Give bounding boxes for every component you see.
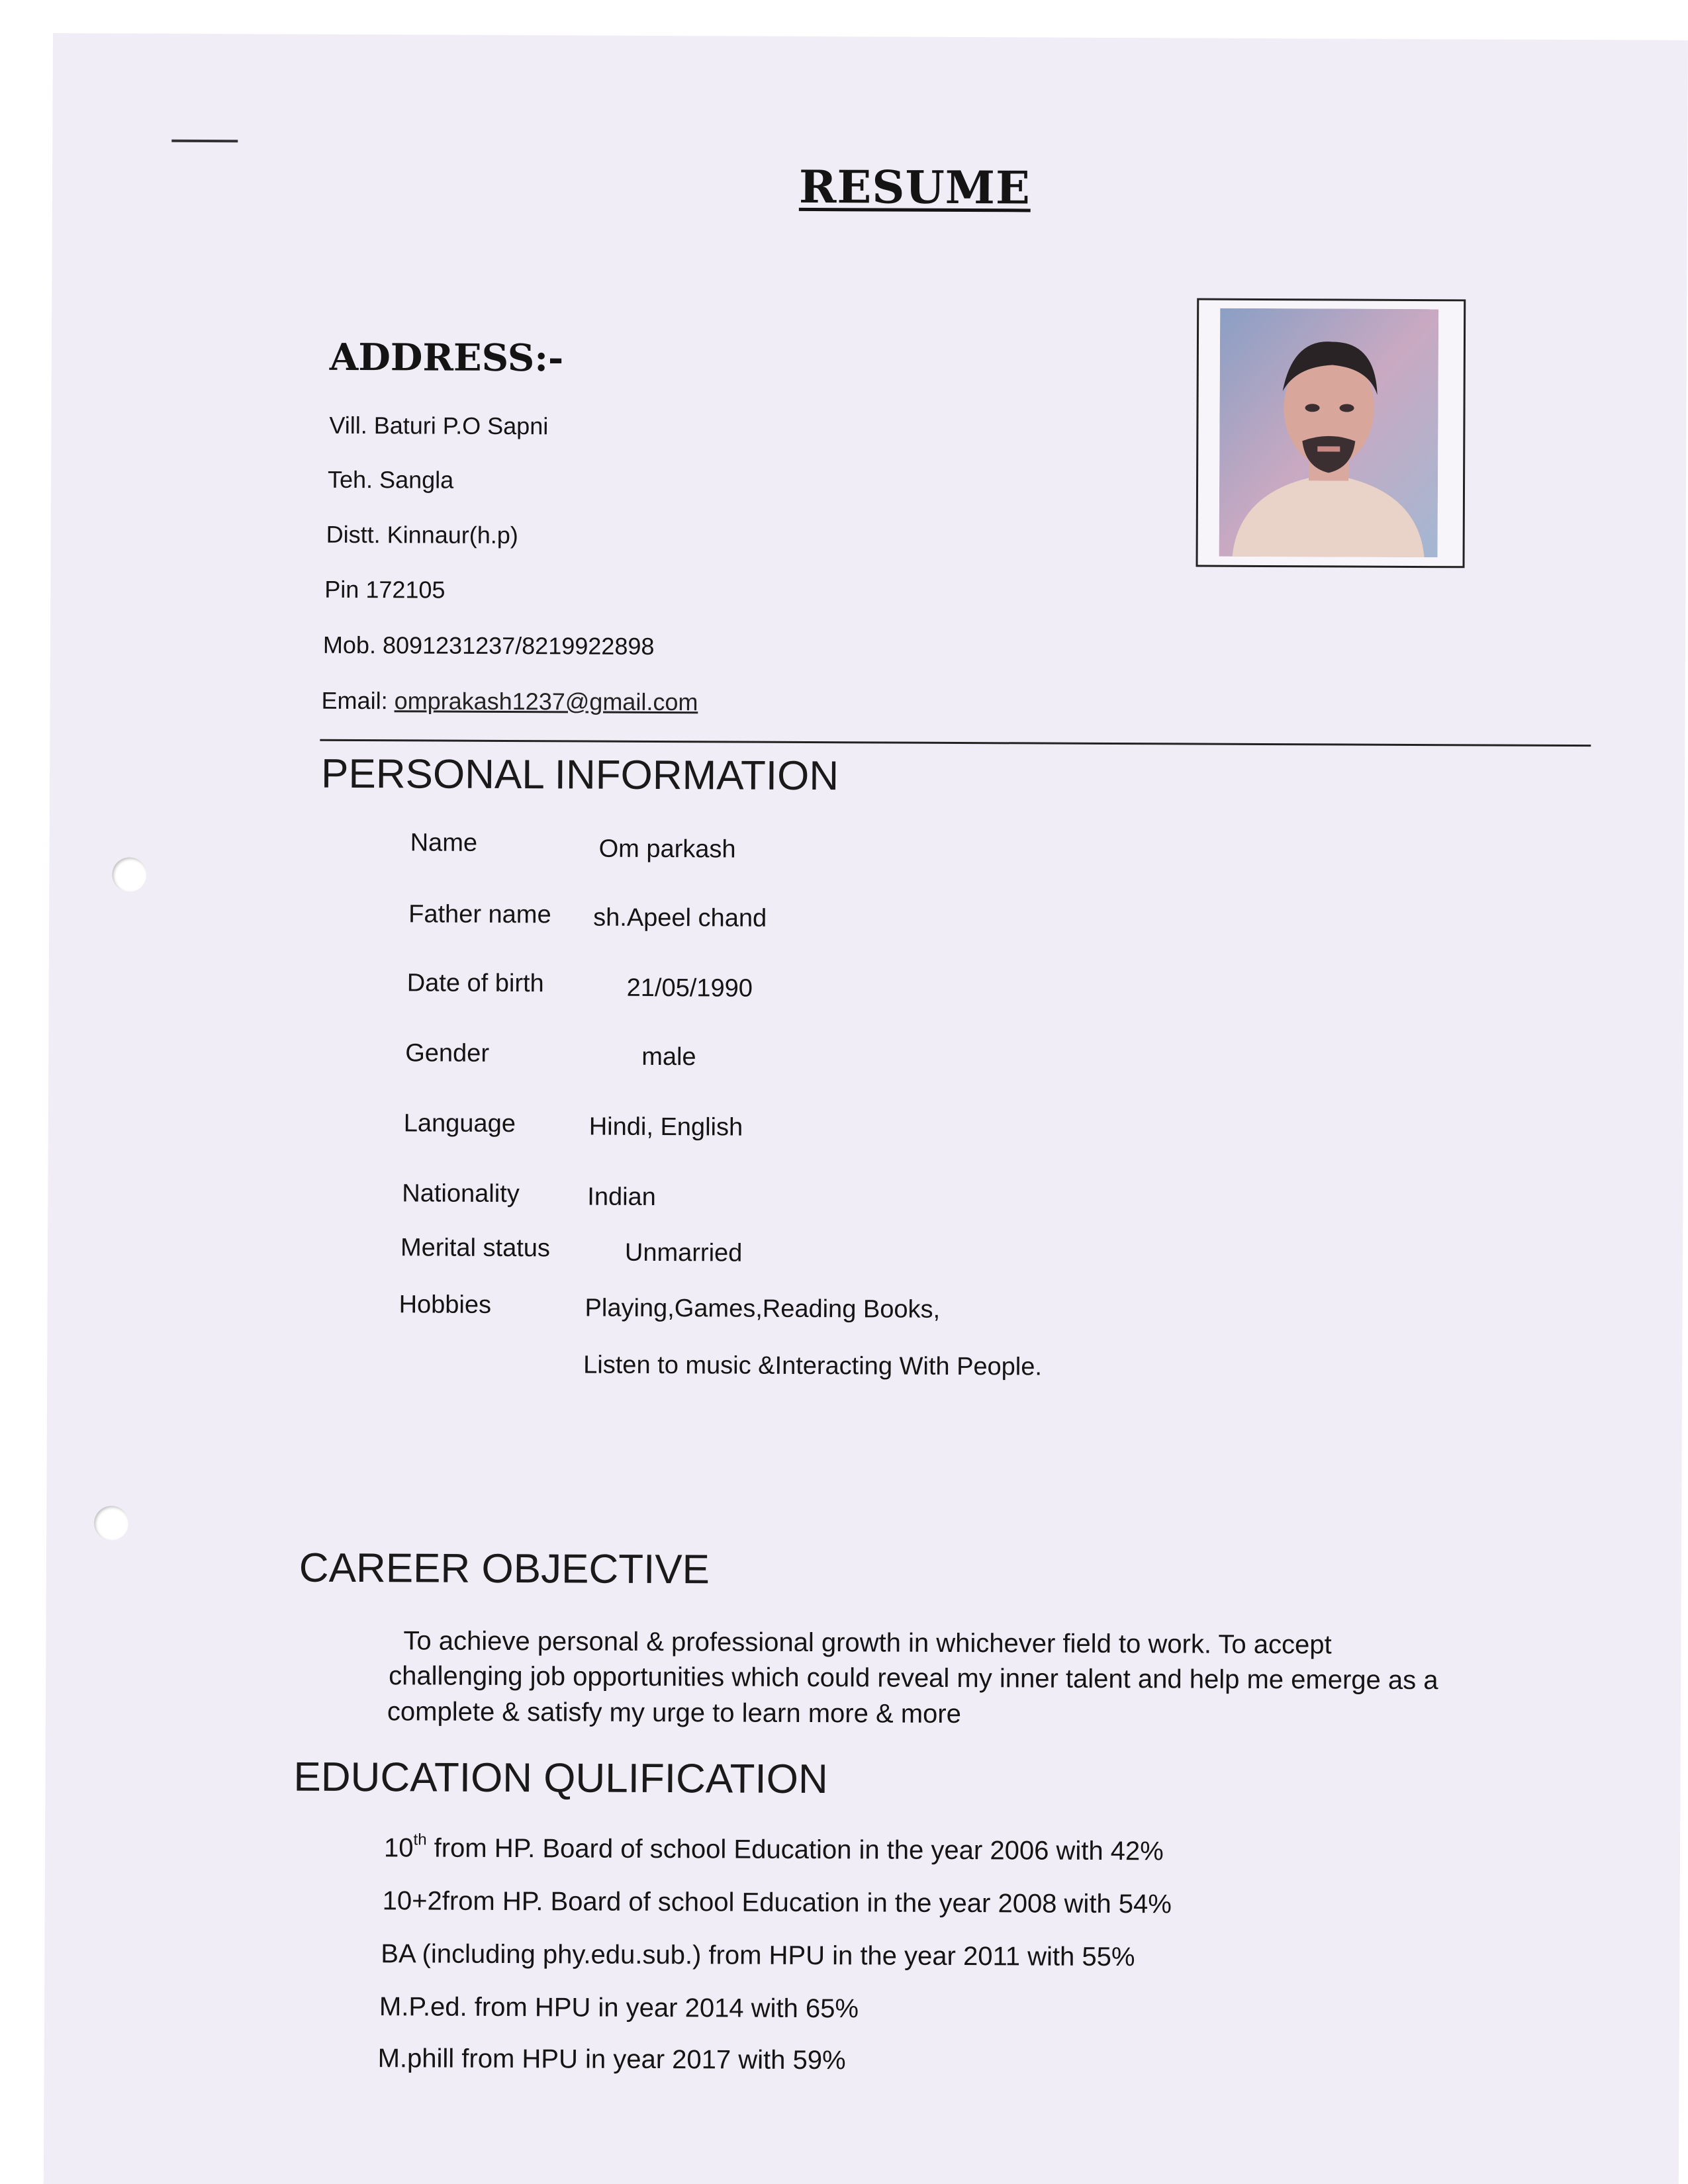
pi-value-hobbies-cont: Listen to music &Interacting With People. [583, 1351, 1043, 1381]
personal-info-heading: PERSONAL INFORMATION [320, 751, 839, 799]
pi-value-hobbies: Playing,Games,Reading Books, [585, 1294, 941, 1324]
pi-value-nationality: Indian [587, 1183, 656, 1211]
address-line: Pin 172105 [324, 575, 445, 604]
address-line: Distt. Kinnaur(h.p) [326, 520, 518, 549]
address-line: Teh. Sangla [327, 465, 454, 494]
punch-hole-bottom [94, 1506, 128, 1540]
address-mobile: Mob. 8091231237/8219922898 [322, 631, 655, 660]
pi-label-dob: Date of birth [406, 969, 544, 998]
section-divider [320, 739, 1591, 747]
pi-value-marital: Unmarried [624, 1238, 743, 1267]
education-item: BA (including phy.edu.sub.) from HPU in the year 2011 with 55% [381, 1939, 1135, 1972]
pi-label-nationality: Nationality [402, 1179, 520, 1208]
pi-label-name: Name [410, 829, 478, 857]
pi-label-gender: Gender [405, 1039, 490, 1068]
punch-hole-top [112, 857, 146, 891]
pi-label-language: Language [403, 1109, 516, 1138]
education-item [384, 1833, 1164, 1866]
education-item-rest: from HP. Board of school Education in the year 2006 with 42% [426, 1833, 1164, 1866]
pi-value-gender: male [641, 1042, 696, 1071]
education-item-prefix: 10 [383, 1833, 414, 1863]
career-objective-line: challenging job opportunities which could reveal my inner talent and help me emerge as a [389, 1661, 1438, 1696]
education-item: M.phill from HPU in year 2017 with 59% [377, 2044, 846, 2075]
pi-label-hobbies: Hobbies [399, 1291, 492, 1319]
profile-photo [1196, 298, 1466, 569]
pi-value-name: Om parkash [598, 835, 736, 864]
pi-value-language: Hindi, English [588, 1113, 743, 1142]
address-heading: ADDRESS:- [329, 335, 564, 381]
email-link[interactable]: omprakash1237@gmail.com [394, 687, 698, 716]
pi-value-father: sh.Apeel chand [593, 903, 767, 933]
education-item-sup: th [413, 1831, 427, 1849]
photo-portrait-icon [1219, 308, 1439, 557]
corner-mark [171, 140, 238, 142]
career-objective-line: complete & satisfy my urge to learn more & more [387, 1697, 962, 1729]
career-objective-heading: CAREER OBJECTIVE [299, 1545, 710, 1593]
pi-value-dob: 21/05/1990 [626, 974, 753, 1003]
pi-label-marital: Merital status [400, 1234, 551, 1263]
education-heading: EDUCATION QULIFICATION [293, 1754, 828, 1803]
pi-label-father: Father name [408, 900, 551, 929]
address-email-row [322, 687, 698, 716]
email-label: Email: [321, 686, 395, 715]
education-item: 10+2from HP. Board of school Education in the year 2008 with 54% [382, 1886, 1172, 1919]
resume-title: RESUME [798, 160, 1031, 215]
resume-page [44, 33, 1688, 2184]
career-objective-line: To achieve personal & professional growth in whichever field to work. To accept [403, 1626, 1332, 1660]
address-line: Vill. Baturi P.O Sapni [329, 411, 549, 440]
education-item: M.P.ed. from HPU in year 2014 with 65% [379, 1992, 859, 2024]
